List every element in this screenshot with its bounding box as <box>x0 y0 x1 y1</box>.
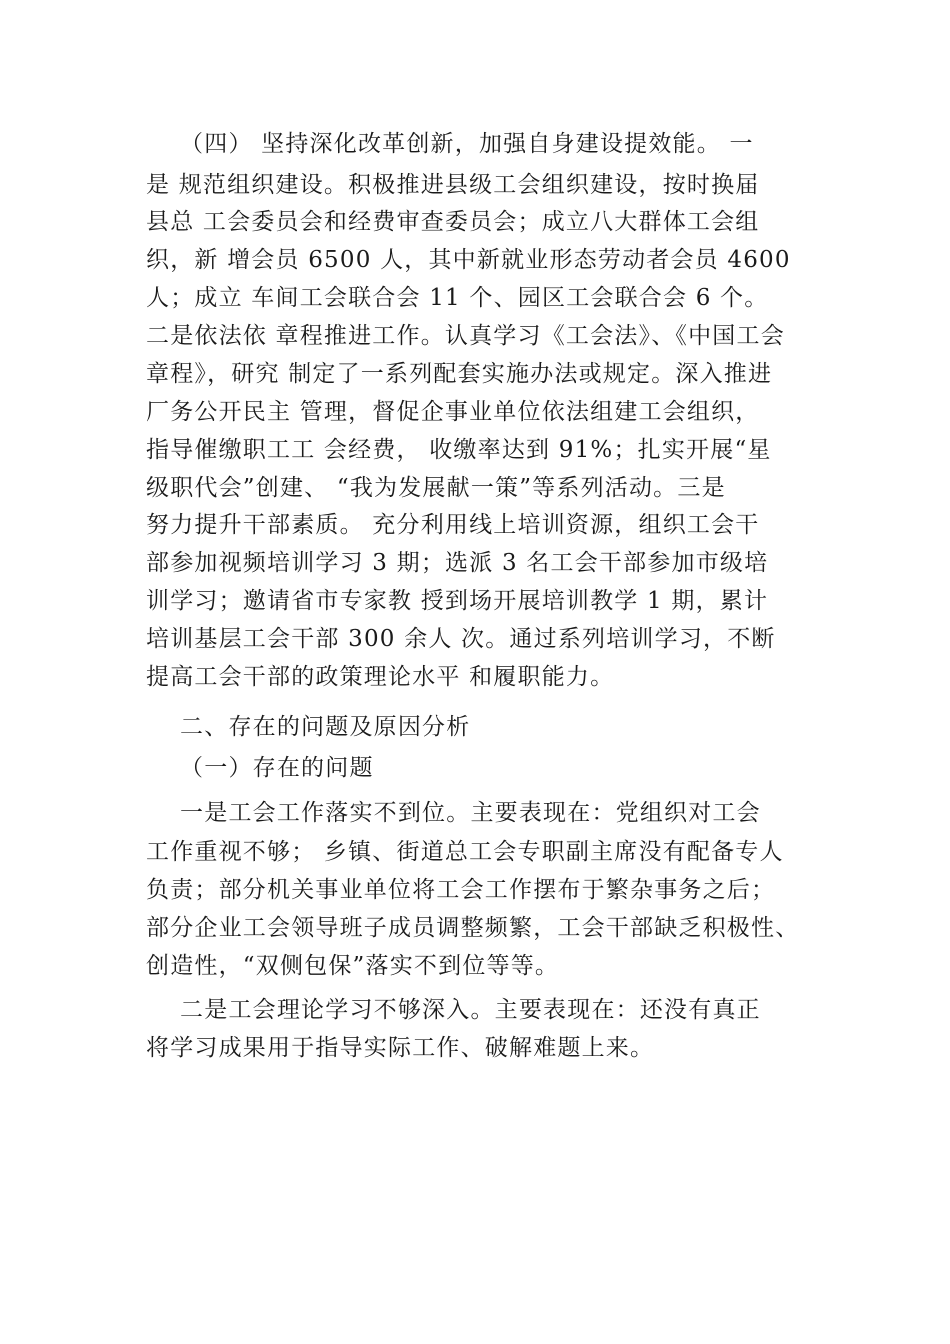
paragraph-line: 提高工会干部的政策理论水平 和履职能力。 <box>146 664 615 690</box>
paragraph-line: 努力提升干部素质。 充分利用线上培训资源，组织工会干 <box>146 512 760 538</box>
paragraph-line: 县总 工会委员会和经费审查委员会；成立八大群体工会组 <box>146 209 760 235</box>
paragraph-line: 是 规范组织建设。积极推进县级工会组织建设，按时换届 <box>146 172 760 198</box>
paragraph-line: 级职代会”创建、 “我为发展献一策”等系列活动。三是 <box>146 475 726 501</box>
paragraph-line: （四） 坚持深化改革创新，加强自身建设提效能。 一 <box>146 131 754 157</box>
paragraph-line: 部分企业工会领导班子成员调整频繁，工会干部缺乏积极性、 <box>146 915 800 941</box>
paragraph-line: 指导催缴职工工 会经费， 收缴率达到 91%；扎实开展“星 <box>146 437 772 463</box>
paragraph-line: 二是依法依 章程推进工作。认真学习《工会法》、《中国工会 <box>146 323 785 349</box>
paragraph-line: 人；成立 车间工会联合会 11 个、园区工会联合会 6 个。 <box>146 285 769 311</box>
section-heading: 二、存在的问题及原因分析 <box>146 714 471 740</box>
paragraph-line: 工作重视不够； 乡镇、街道总工会专职副主席没有配备专人 <box>146 839 784 865</box>
paragraph-line: 一是工会工作落实不到位。主要表现在：党组织对工会 <box>146 800 761 826</box>
paragraph-line: 部参加视频培训学习 3 期；选派 3 名工会干部参加市级培 <box>146 550 769 576</box>
paragraph-line: 织，新 增会员 6500 人，其中新就业形态劳动者会员 4600 <box>146 247 791 273</box>
paragraph-line: 训学习；邀请省市专家教 授到场开展培训教学 1 期，累计 <box>146 588 769 614</box>
paragraph-line: 将学习成果用于指导实际工作、破解难题上来。 <box>146 1035 655 1061</box>
paragraph-line: 二是工会理论学习不够深入。主要表现在：还没有真正 <box>146 997 761 1023</box>
paragraph-line: 培训基层工会干部 300 余人 次。通过系列培训学习，不断 <box>146 626 776 652</box>
subsection-heading: （一）存在的问题 <box>146 755 374 781</box>
paragraph-line: 章程》，研究 制定了一系列配套实施办法或规定。深入推进 <box>146 361 773 387</box>
paragraph-line: 厂务公开民主 管理，督促企事业单位依法组建工会组织， <box>146 399 760 425</box>
paragraph-line: 负责；部分机关事业单位将工会工作摆布于繁杂事务之后； <box>146 877 776 903</box>
paragraph-line: 创造性，“双侧包保”落实不到位等等。 <box>146 953 560 979</box>
